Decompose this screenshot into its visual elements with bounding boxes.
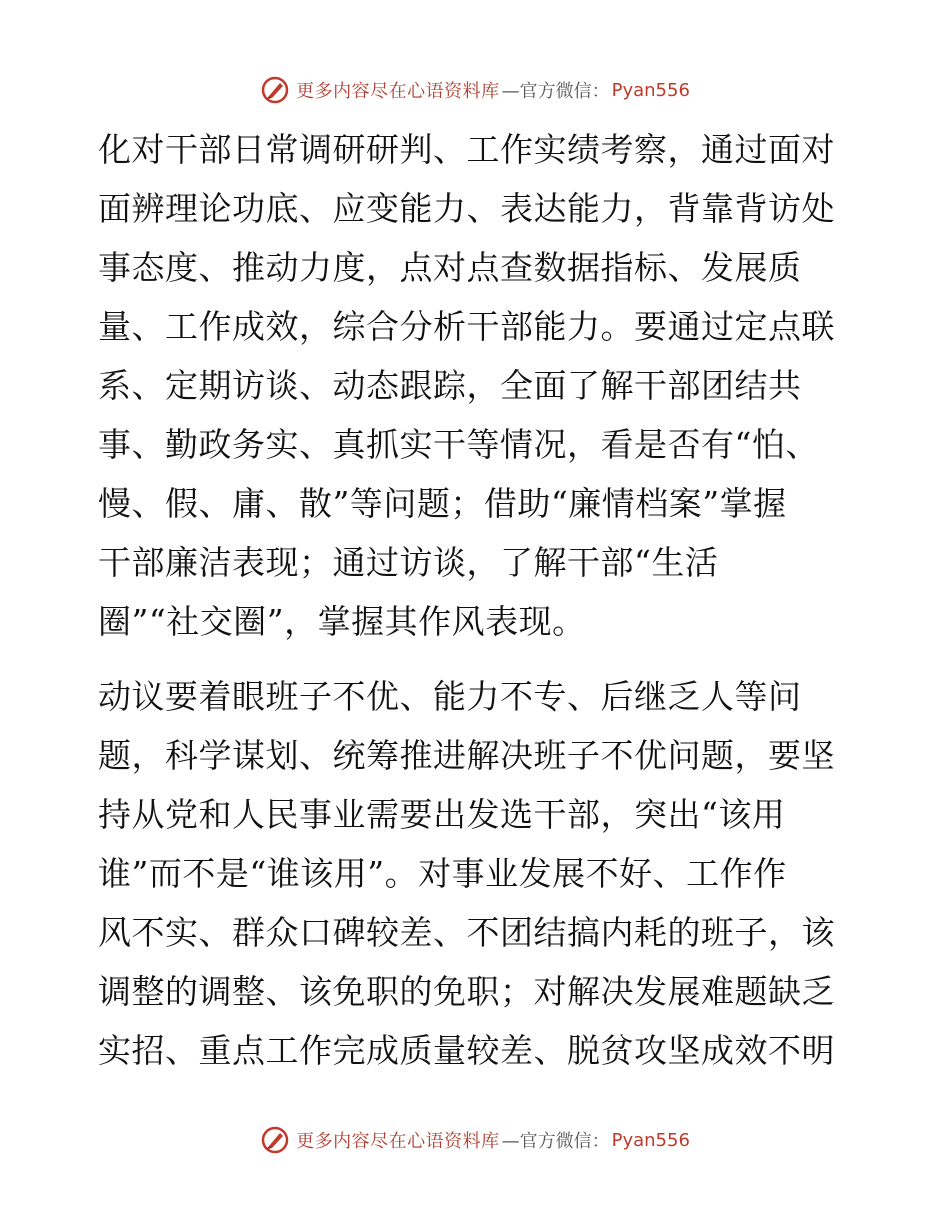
paragraph-2 — [98, 667, 858, 1080]
watermark-main-text: 更多内容尽在心语资料库 — [296, 81, 500, 102]
text-line: 谁”而不是“谁该用”。对事业发展不好、工作作 — [98, 854, 787, 893]
header-watermark — [0, 70, 950, 110]
text-line: 动议要着眼班子不优、能力不专、后继乏人等问 — [98, 677, 802, 716]
footer-watermark — [0, 1120, 950, 1160]
text-line: 事、勤政务实、真抓实干等情况，看是否有“怕、 — [98, 425, 819, 464]
text-line: 系、定期访谈、动态跟踪，全面了解干部团结共 — [98, 366, 802, 405]
watermark-separator-text: —官方微信： — [501, 81, 610, 102]
text-line: 事态度、推动力度，点对点查数据指标、发展质 — [98, 248, 802, 287]
pen-logo-icon — [260, 75, 290, 105]
paragraph-1 — [98, 120, 858, 651]
watermark-main-text: 更多内容尽在心语资料库 — [296, 1131, 500, 1152]
text-line: 量、工作成效，综合分析干部能力。要通过定点联 — [98, 307, 835, 346]
text-line: 持从党和人民事业需要出发选干部，突出“该用 — [98, 795, 786, 834]
text-line: 实招、重点工作完成质量较差、脱贫攻坚成效不明 — [98, 1031, 835, 1070]
text-line: 风不实、群众口碑较差、不团结搞内耗的班子，该 — [98, 913, 835, 952]
watermark-separator-text: —官方微信： — [501, 1131, 610, 1152]
text-line: 题，科学谋划、统筹推进解决班子不优问题，要坚 — [98, 736, 835, 775]
watermark-wechat-id: Pyan556 — [611, 1129, 690, 1151]
text-line: 慢、假、庸、散”等问题；借助“廉情档案”掌握 — [98, 484, 787, 523]
document-body — [98, 120, 858, 1080]
text-line: 干部廉洁表现；通过访谈，了解干部“生活 — [98, 543, 719, 582]
text-line: 调整的调整、该免职的免职；对解决发展难题缺乏 — [98, 972, 835, 1011]
text-line: 面辨理论功底、应变能力、表达能力，背靠背访处 — [98, 189, 835, 228]
pen-logo-icon — [260, 1125, 290, 1155]
text-line: 化对干部日常调研研判、工作实绩考察，通过面对 — [98, 130, 835, 169]
text-line: 圈”“社交圈”，掌握其作风表现。 — [98, 602, 586, 641]
watermark-wechat-id: Pyan556 — [611, 79, 690, 101]
